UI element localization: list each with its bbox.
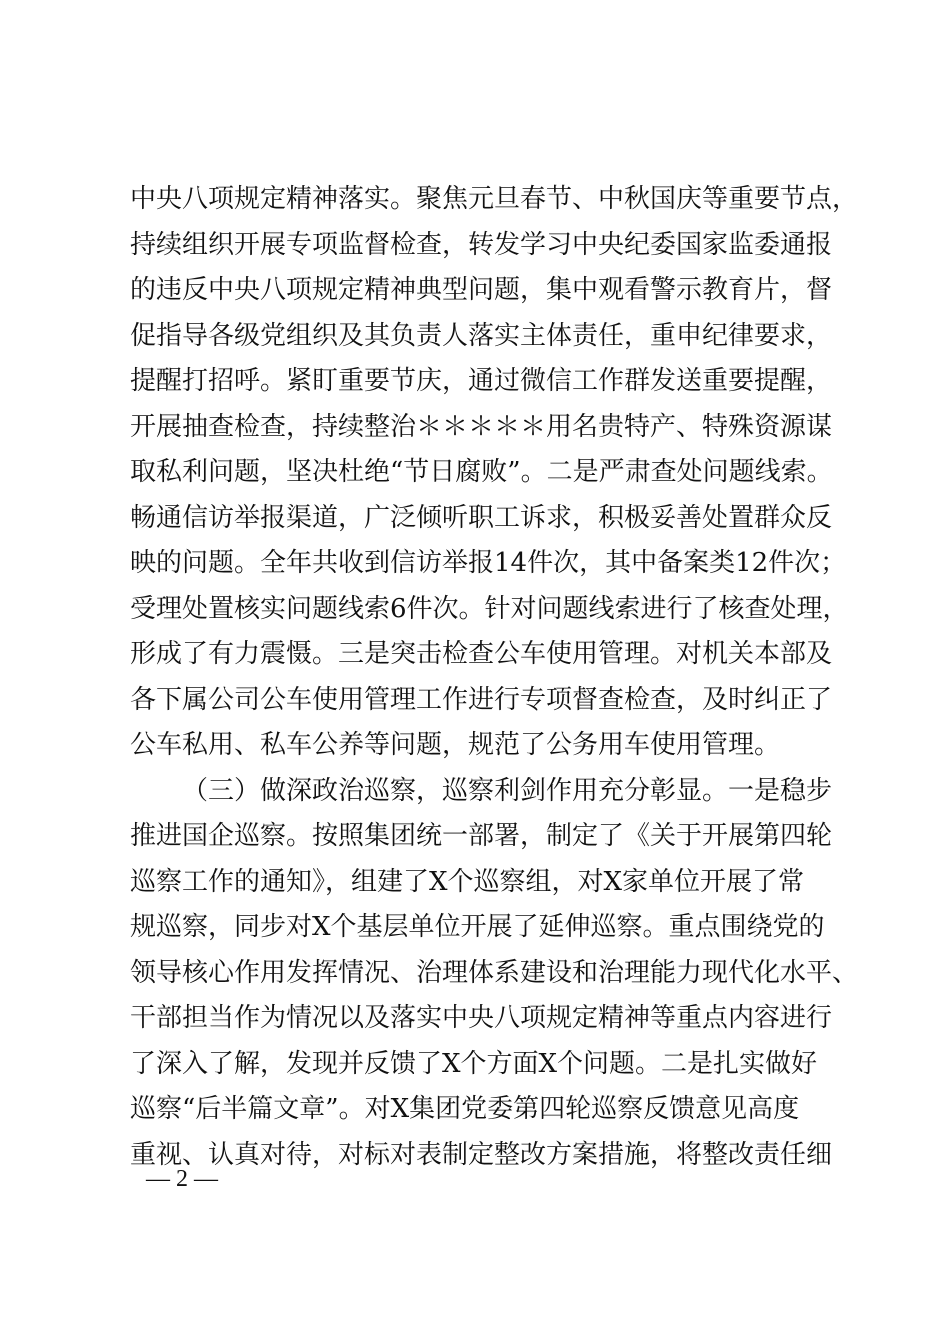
body-line-6: 开展抽查检查，持续整治＊＊＊＊＊用名贵特产、特殊资源谋 — [130, 412, 833, 442]
body-line-3: 的违反中央八项规定精神典型问题，集中观看警示教育片，督 — [130, 275, 833, 305]
body-line-22: 重视、认真对待，对标对表制定整改方案措施，将整改责任细 — [130, 1140, 833, 1170]
body-line-15: 推进国企巡察。按照集团统一部署，制定了《关于开展第四轮 — [130, 821, 833, 851]
body-line-13: 公车私用、私车公养等问题，规范了公务用车使用管理。 — [130, 730, 781, 760]
body-line-16: 巡察工作的通知》，组建了X个巡察组，对X家单位开展了常 — [130, 867, 805, 897]
body-line-21: 巡察“后半篇文章”。对X集团党委第四轮巡察反馈意见高度 — [130, 1094, 800, 1124]
body-line-5: 提醒打招呼。紧盯重要节庆，通过微信工作群发送重要提醒， — [130, 366, 833, 396]
page-number: — 2 — — [146, 1166, 218, 1192]
body-line-19: 干部担当作为情况以及落实中央八项规定精神等重点内容进行 — [130, 1003, 833, 1033]
body-line-8: 畅通信访举报渠道，广泛倾听职工诉求，积极妥善处置群众反 — [130, 503, 833, 533]
body-line-12: 各下属公司公车使用管理工作进行专项督查检查，及时纠正了 — [130, 685, 833, 715]
body-line-20: 了深入了解，发现并反馈了X个方面X个问题。二是扎实做好 — [130, 1049, 818, 1079]
body-line-1: 中央八项规定精神落实。聚焦元旦春节、中秋国庆等重要节点， — [130, 184, 859, 214]
body-line-7: 取私利问题，坚决杜绝“节日腐败”。二是严肃查处问题线索。 — [130, 457, 833, 487]
body-line-2: 持续组织开展专项监督检查，转发学习中央纪委国家监委通报 — [130, 230, 833, 260]
body-line-17: 规巡察，同步对X个基层单位开展了延伸巡察。重点围绕党的 — [130, 912, 825, 942]
body-line-9: 映的问题。全年共收到信访举报14件次，其中备案类12件次； — [130, 548, 847, 578]
section-heading-line: （三）做深政治巡察，巡察利剑作用充分彰显。一是稳步 — [182, 776, 833, 806]
body-line-4: 促指导各级党组织及其负责人落实主体责任，重申纪律要求， — [130, 321, 833, 351]
body-line-10: 受理处置核实问题线索6件次。针对问题线索进行了核查处理， — [130, 594, 849, 624]
body-line-18: 领导核心作用发挥情况、治理体系建设和治理能力现代化水平、 — [130, 958, 859, 988]
body-line-11: 形成了有力震慑。三是突击检查公车使用管理。对机关本部及 — [130, 639, 833, 669]
